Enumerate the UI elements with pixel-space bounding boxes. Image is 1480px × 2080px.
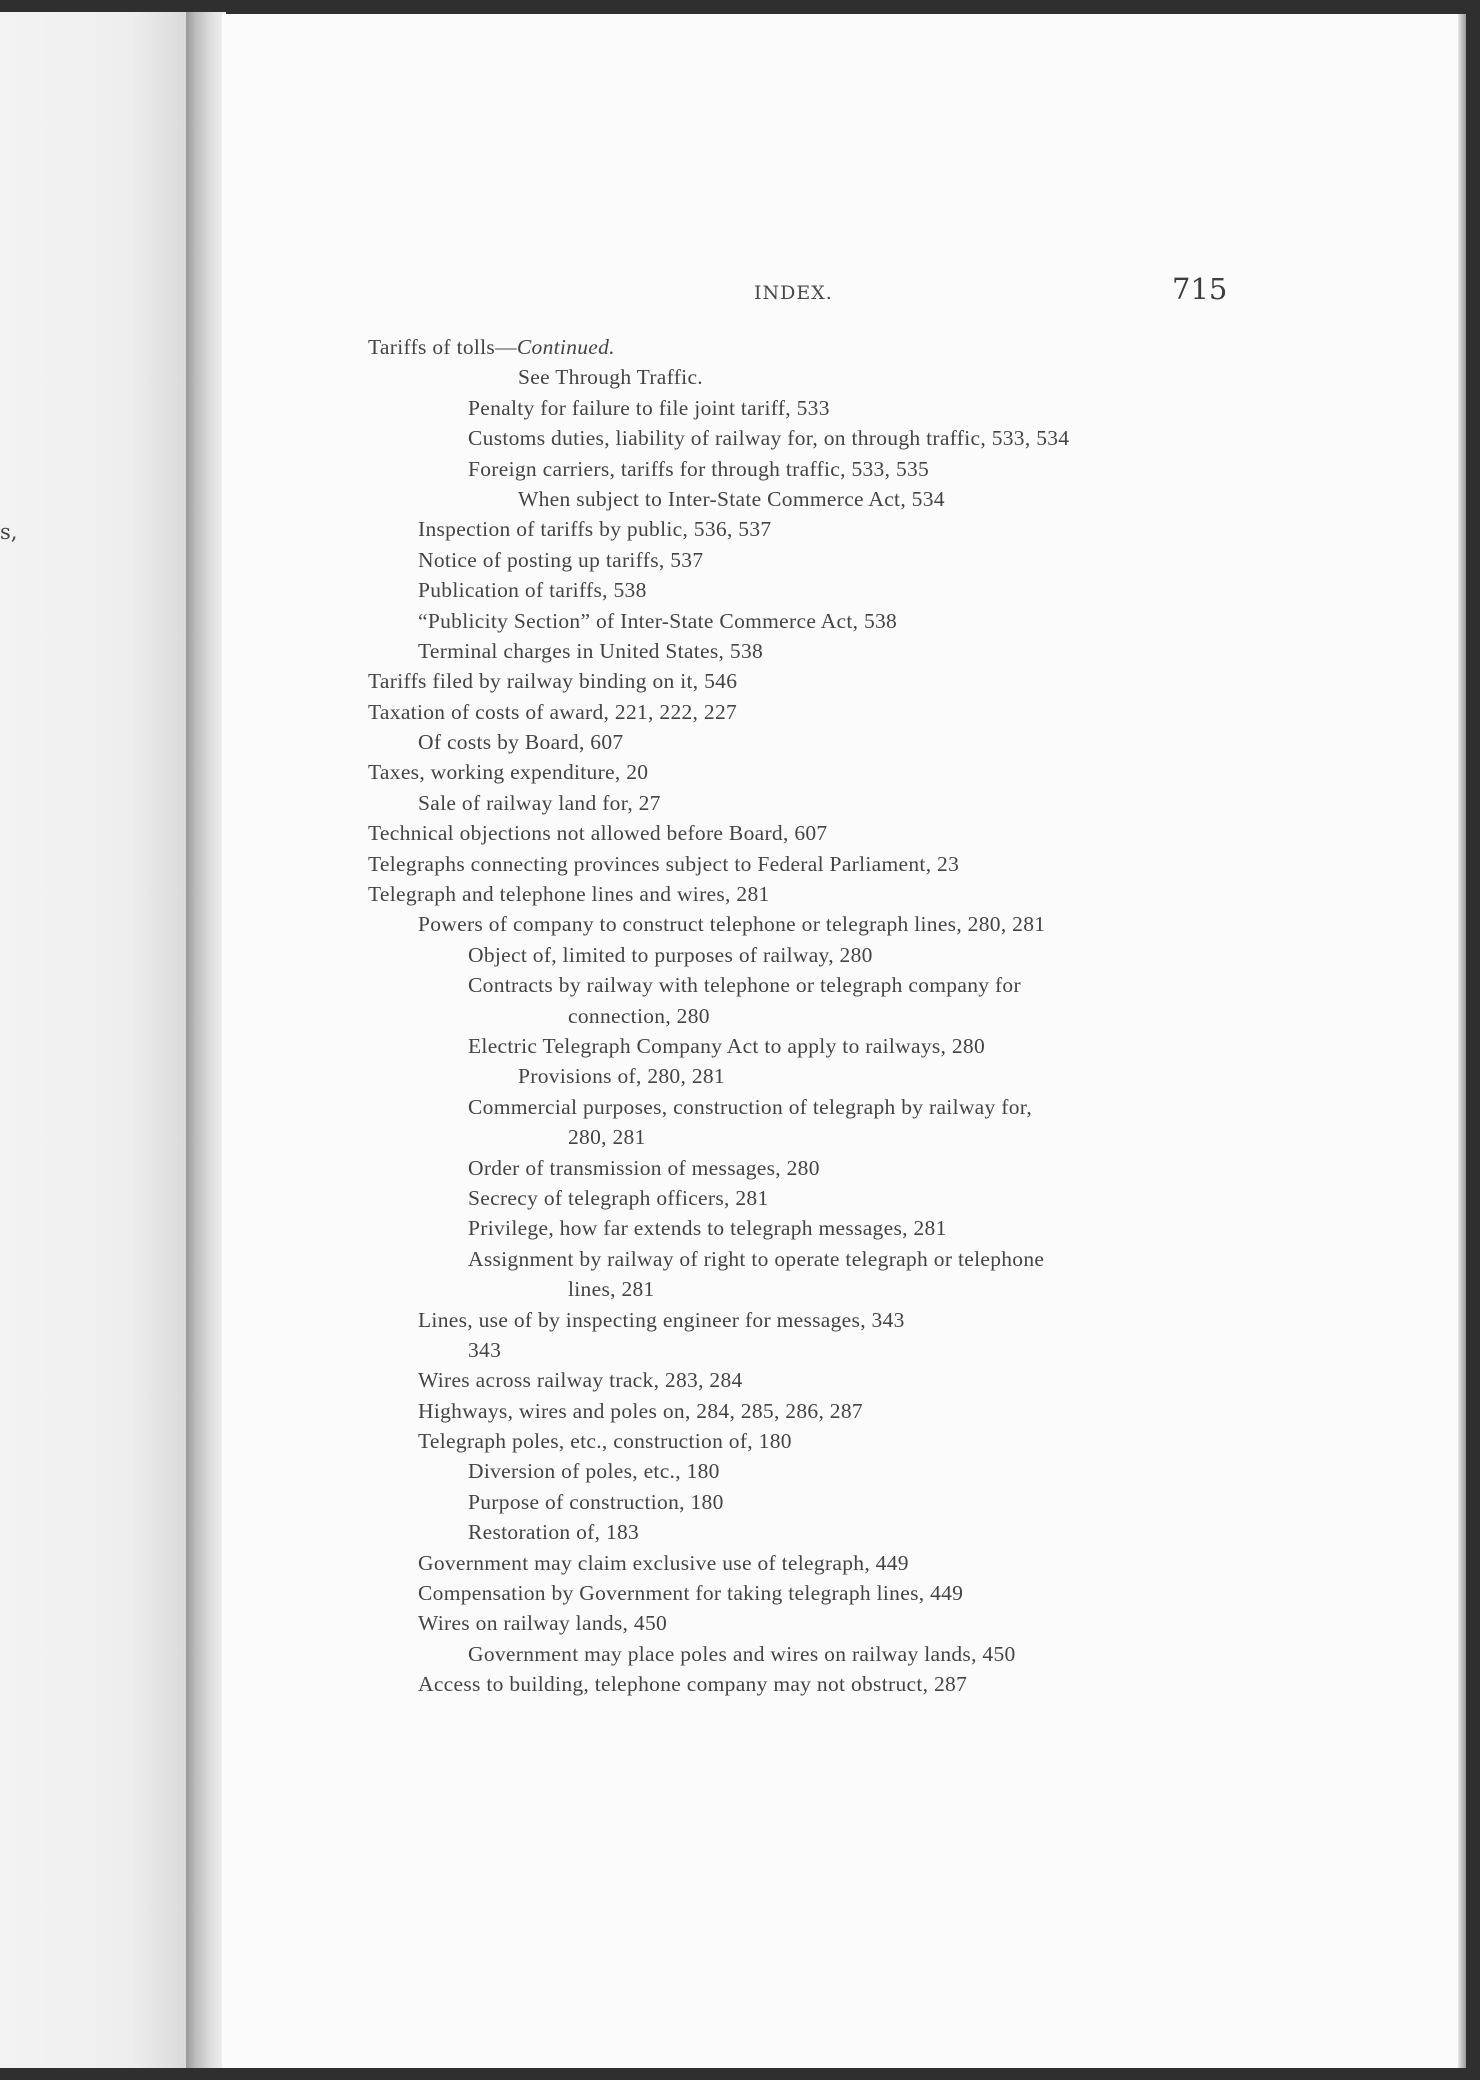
entry-text: Diversion of poles, etc., 180 <box>468 1459 720 1484</box>
book-gutter-shadow <box>186 12 226 2068</box>
index-subentry <box>368 1213 1448 1243</box>
entry-text: See Through Traffic. <box>518 365 703 390</box>
page-number: 715 <box>1172 272 1228 306</box>
index-subentry <box>368 484 1448 514</box>
index-heading-entry <box>368 332 1448 362</box>
index-subentry <box>368 1092 1448 1122</box>
index-subentry <box>368 1305 1448 1335</box>
index-subentry <box>368 1608 1448 1638</box>
index-subentry <box>368 575 1448 605</box>
entry-text: Terminal charges in United States, 538 <box>418 638 764 663</box>
index-subentry <box>368 1183 1448 1213</box>
index-subentry <box>368 1031 1448 1061</box>
entry-text: Access to building, telephone company may not obstruct, 287 <box>418 1672 968 1697</box>
index-subentry <box>368 1669 1448 1699</box>
entry-text: Of costs by Board, 607 <box>418 730 624 755</box>
entry-text: Notice of posting up tariffs, 537 <box>418 547 704 572</box>
entry-text: Telegraphs connecting provinces subject to Federal Parliament, 23 <box>368 851 960 876</box>
entry-text: Foreign carriers, tariffs for through traffic, 533, 535 <box>468 456 930 481</box>
entry-text: Customs duties, liability of railway for, on through traffic, 533, 534 <box>468 426 1070 451</box>
entry-text: Lines, use of by inspecting engineer for messages, 343 <box>418 1307 905 1332</box>
entry-text: 280, 281 <box>568 1125 646 1150</box>
entry-text: lines, 281 <box>568 1277 655 1302</box>
entry-text: Government may claim exclusive use of telegraph, 449 <box>418 1550 909 1575</box>
index-subentry <box>368 1426 1448 1456</box>
entry-text: Assignment by railway of right to operate telegraph or telephone <box>468 1246 1045 1271</box>
index-subentry <box>368 1517 1448 1547</box>
index-subentry <box>368 1456 1448 1486</box>
index-page <box>222 14 1462 2068</box>
index-subentry <box>368 1335 1448 1365</box>
index-subentry <box>368 727 1448 757</box>
entry-text: Penalty for failure to file joint tariff, 533 <box>468 395 830 420</box>
entry-text: Inspection of tariffs by public, 536, 537 <box>418 517 772 542</box>
entry-text: Purpose of construction, 180 <box>468 1489 724 1514</box>
index-subentry <box>368 1153 1448 1183</box>
facing-page-edge <box>0 12 188 2068</box>
entry-text: Restoration of, 183 <box>468 1520 640 1545</box>
entry-text: Powers of company to construct telephone or telegraph lines, 280, 281 <box>418 912 1046 937</box>
entry-text: Secrecy of telegraph officers, 281 <box>468 1185 769 1210</box>
index-subentry <box>368 1639 1448 1669</box>
index-subentry <box>368 606 1448 636</box>
page-header <box>222 272 1462 316</box>
index-subentry <box>368 545 1448 575</box>
entry-text: Electric Telegraph Company Act to apply to railways, 280 <box>468 1033 986 1058</box>
index-subentry <box>368 940 1448 970</box>
entry-text: Compensation by Government for taking telegraph lines, 449 <box>418 1581 964 1606</box>
index-subentry <box>368 454 1448 484</box>
index-subentry <box>368 1487 1448 1517</box>
entry-text: Highways, wires and poles on, 284, 285, 286, 287 <box>418 1398 863 1423</box>
entry-text: Tariffs filed by railway binding on it, 546 <box>368 669 738 694</box>
entry-text: Government may place poles and wires on railway lands, 450 <box>468 1641 1016 1666</box>
index-subentry <box>368 1122 1448 1152</box>
entry-text: Order of transmission of messages, 280 <box>468 1155 820 1180</box>
running-head: INDEX. <box>754 282 833 304</box>
index-subentry <box>368 423 1448 453</box>
index-subentry <box>368 636 1448 666</box>
entry-text: Telegraph poles, etc., construction of, 180 <box>418 1429 792 1454</box>
index-entries <box>368 332 1448 1700</box>
index-subentry <box>368 1548 1448 1578</box>
entry-text: Wires on railway lands, 450 <box>418 1611 668 1636</box>
entry-text: Sale of railway land for, 27 <box>418 790 661 815</box>
index-heading-entry <box>368 697 1448 727</box>
index-subentry <box>368 1061 1448 1091</box>
index-subentry <box>368 909 1448 939</box>
entry-text: Provisions of, 280, 281 <box>518 1064 725 1089</box>
index-heading-entry <box>368 757 1448 787</box>
entry-text: Telegraph and telephone lines and wires, 281 <box>368 882 770 907</box>
entry-text: 343 <box>468 1337 502 1362</box>
index-subentry <box>368 970 1448 1000</box>
entry-text: connection, 280 <box>568 1003 710 1028</box>
index-heading-entry <box>368 879 1448 909</box>
entry-text: Contracts by railway with telephone or telegraph company for <box>468 973 1021 998</box>
entry-text: Taxation of costs of award, 221, 222, 227 <box>368 699 738 724</box>
index-subentry <box>368 1244 1448 1274</box>
index-subentry <box>368 362 1448 392</box>
entry-text: Commercial purposes, construction of telegraph by railway for, <box>468 1094 1033 1119</box>
index-heading-entry <box>368 666 1448 696</box>
entry-text: When subject to Inter-State Commerce Act, 534 <box>518 486 945 511</box>
index-subentry <box>368 1274 1448 1304</box>
entry-text: Publication of tariffs, 538 <box>418 578 647 603</box>
index-subentry <box>368 1001 1448 1031</box>
continued-marker: Continued. <box>516 335 615 359</box>
index-subentry <box>368 1578 1448 1608</box>
page-outer-edge <box>1458 14 1466 2068</box>
entry-text: Taxes, working expenditure, 20 <box>368 760 649 785</box>
entry-text: Wires across railway track, 283, 284 <box>418 1368 743 1393</box>
entry-text: Technical objections not allowed before Board, 607 <box>368 821 828 846</box>
index-heading-entry <box>368 818 1448 848</box>
entry-text: “Publicity Section” of Inter-State Commerce Act, 538 <box>418 608 898 633</box>
entry-text: Privilege, how far extends to telegraph messages, 281 <box>468 1216 947 1241</box>
entry-text: Object of, limited to purposes of railway, 280 <box>468 942 873 967</box>
index-subentry <box>368 1396 1448 1426</box>
index-subentry <box>368 788 1448 818</box>
index-subentry <box>368 1365 1448 1395</box>
index-subentry <box>368 393 1448 423</box>
entry-text: Tariffs of tolls— <box>368 335 517 359</box>
facing-page-text-fragment: s, <box>0 520 18 544</box>
index-heading-entry <box>368 849 1448 879</box>
index-subentry <box>368 514 1448 544</box>
